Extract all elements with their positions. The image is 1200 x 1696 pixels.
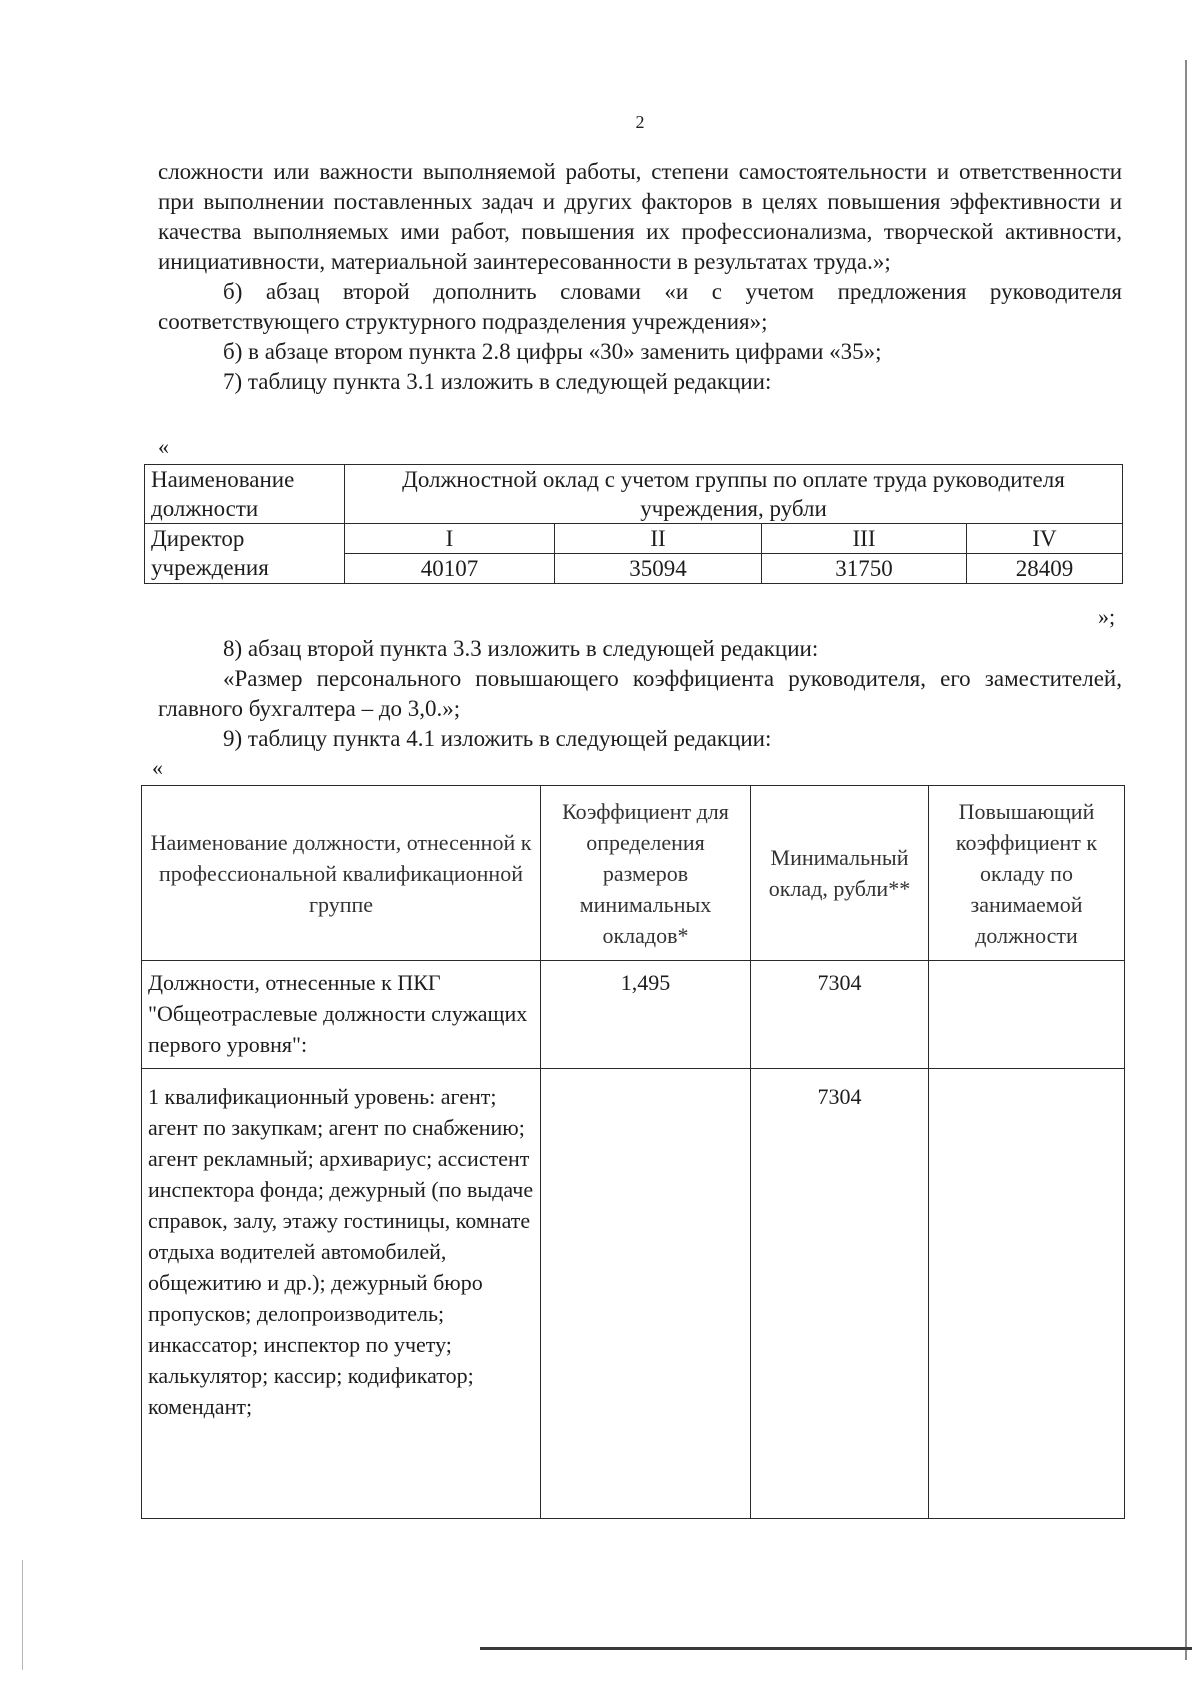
- table2-row: [142, 1069, 1125, 1519]
- table1-group: III: [762, 524, 967, 554]
- table2-row: [142, 961, 1125, 1069]
- paragraph-b-digits: б) в абзаце втором пункта 2.8 цифры «30» заменить цифрами «35»;: [223, 339, 882, 364]
- table1-salary: 28409: [967, 554, 1123, 584]
- scan-edge-right: [1185, 60, 1187, 1660]
- table1-salary: 40107: [345, 554, 555, 584]
- table1-salary: 31750: [762, 554, 967, 584]
- paragraph-b-addition: б) абзац второй дополнить словами «и с учетом предложения руководителя соответствующего структурного подразделения учреждения»;: [158, 279, 1122, 334]
- table2-row-name: 1 квалификационный уровень: агент; агент по закупкам; агент по снабжению; агент рекламный; архивариус; ассистент инспектора фонда; дежурный (по выдаче справок, залу, этажу гостиницы, комнате отдыха водителей автомобилей, общежитию и др.); дежурный бюро пропусков; делопроизводитель; инкассатор; инспектор по учету; калькулятор; кассир; кодификатор; комендант;: [142, 1069, 541, 1519]
- paragraph-7: 7) таблицу пункта 3.1 изложить в следующей редакции:: [223, 369, 772, 394]
- close-quote-table1: »;: [1098, 604, 1116, 629]
- table2-row-min-salary: 7304: [751, 1069, 929, 1519]
- table2-row-coefficient: [541, 1069, 751, 1519]
- paragraph-8-quote: «Размер персонального повышающего коэффициента руководителя, его заместителей, главного бухгалтера – до 3,0.»;: [158, 666, 1122, 721]
- table2-row-min-salary: 7304: [751, 961, 929, 1069]
- table1-header-row: [145, 465, 1123, 524]
- scan-edge-bottom: [480, 1647, 1192, 1650]
- table2-header-min-salary: Минимальный оклад, рубли**: [751, 786, 929, 961]
- table2-header-row: [142, 786, 1125, 961]
- table1-groups-row: [145, 524, 1123, 554]
- table1-position-name: Директор учреждения: [145, 524, 345, 584]
- table1-group: I: [345, 524, 555, 554]
- scan-edge-left: [22, 1560, 23, 1670]
- text-block-middle: [158, 634, 1122, 754]
- table2-header-coefficient: Коэффициент для определения размеров минимальных окладов*: [541, 786, 751, 961]
- table2-row-name: Должности, отнесенные к ПКГ "Общеотраслевые должности служащих первого уровня":: [142, 961, 541, 1069]
- text-block-top: [158, 157, 1122, 397]
- table2-header-position: Наименование должности, отнесенной к профессиональной квалификационной группе: [142, 786, 541, 961]
- paragraph-continuation: сложности или важности выполняемой работы, степени самостоятельности и ответственности при выполнении поставленных задач и других факторов в целях повышения эффективности и качества выполняемых ими работ, повышения их профессионализма, творческой активности, инициативности, материальной заинтересованности в результатах труда.»;: [158, 159, 1122, 274]
- paragraph-9: 9) таблицу пункта 4.1 изложить в следующей редакции:: [223, 726, 772, 751]
- salary-table: [144, 464, 1123, 584]
- table2-row-coefficient: 1,495: [541, 961, 751, 1069]
- paragraph-8: 8) абзац второй пункта 3.3 изложить в следующей редакции:: [223, 636, 819, 661]
- table2-header-raise: Повышающий коэффициент к окладу по занимаемой должности: [929, 786, 1125, 961]
- table1-salary: 35094: [555, 554, 762, 584]
- table1-header-salary: Должностной оклад с учетом группы по оплате труда руководителя учреждения, рубли: [345, 465, 1123, 524]
- open-quote-table2: «: [152, 755, 163, 780]
- table2-row-raise: [929, 961, 1125, 1069]
- qualification-table: [141, 785, 1125, 1519]
- table1-group: IV: [967, 524, 1123, 554]
- table1-header-position: Наименование должности: [145, 465, 345, 524]
- table1-group: II: [555, 524, 762, 554]
- open-quote-table1: «: [158, 434, 169, 459]
- page-number: 2: [635, 112, 645, 132]
- table2-row-raise: [929, 1069, 1125, 1519]
